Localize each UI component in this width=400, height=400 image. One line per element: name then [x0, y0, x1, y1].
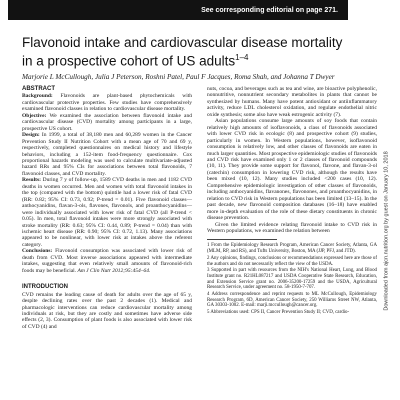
editorial-note: See corresponding editorial on page 271.	[201, 6, 338, 14]
right-column	[207, 86, 377, 317]
introduction-text: CVD remains the leading cause of death for adults over the age of 65 y, despite declining rates over the past 2 decades (1). Medical and pharmacologic interventions can reduce cardiovascular mortality among individuals at risk, but they are costly and sometimes have adverse side effects (2, 3). Consumption of plant foods is also associated with lower risk of CVD (4) and	[22, 291, 192, 330]
editorial-banner	[8, 0, 348, 20]
article-title: Flavonoid intake and cardiovascular disease mortality in a prospective cohort of US adults	[22, 35, 343, 69]
background-text: Flavonoids are plant-based phytochemicals with cardiovascular protective properties. Few studies have comprehensively examined flavonoid classes in relation to cardiovascular disease mortality.	[22, 93, 193, 113]
abstract-background	[22, 93, 192, 112]
body-paragraph: nuts, cocoa, and beverages such as tea and wine, are bioactive polyphenolic, nonnutritive, nonnutrient secondary metabolites in plants that cannot be synthesized by humans. Many have potent antioxidant or antiinflammatory activity, reduce LDL cholesterol oxidation, and regulate endothelial nitric oxide synthesis; some also have weak estrogenic activity (7).	[207, 86, 377, 118]
author-list: Marjorie L McCullough, Julia J Peterson, Roshni Patel, Paul F Jacques, Roma Shah, and Johanna T Dwyer	[22, 73, 335, 81]
objective-text: We examined the association between flavonoid intake and cardiovascular disease (CVD) mortality among participants in a large, prospective US cohort.	[22, 112, 192, 132]
body-paragraph: Asian populations consume large amounts of soy foods that contain relatively high amounts of isoflavonoids, a class of flavonoids associated with lower CVD risk in ecologic (8) and prospective cohort (9) studies, particularly in women. In Western populations, however, isoflavonoid consumption is relatively low, and other classes of flavonoids are eaten in much larger quantities. Most prospective epidemiologic studies of flavonoids and CVD risk have examined only 1 or 2 classes of flavonoid compounds (10, 11). They provide some support for flavonol, flavone, and flavan-3-ol (catechin) consumption in lowering CVD risk, although the results have been mixed (10, 12). Many studies included <200 cases (10, 12). Comprehensive epidemiologic investigation of other classes of flavonoids, including anthocyanidins, flavanones, flavonones, and proanthocyanidins, in relation to CVD risk in Western populations has been limited (13–15). In the past decade, new flavonoid composition databases (16–18) have enabled more in-depth evaluation of the role of these dietary constituents in chronic disease prevention.	[207, 118, 377, 222]
footnote: 1 From the Epidemiology Research Program, American Cancer Society, Atlanta, GA (MLM, RP, and RS), and Tufts University, Boston, MA (JJP, PFJ, and JTD).	[207, 243, 377, 255]
article-title-block	[22, 35, 352, 69]
footnote: 3 Supported in part with resources from the NIH's National Heart, Lung, and Blood Institute grant no. R21HL087217 and USDA Cooperative State Research, Education, and Extension Service grant no. 2006-35200-17259 and the USDA, Agricultural Research Service, under agreement no. 58-1950-7-707.	[207, 268, 377, 291]
footnote: 4 Address correspondence and reprint requests to ML McCullough, Epidemiology Research Program, 6D, American Cancer Society, 250 Williams Street NW, Atlanta, GA 30303-1002. E-mail: marji.mccullough@cancer.org.	[207, 292, 377, 309]
conclusions-label: Conclusions:	[22, 248, 53, 255]
title-footnote-marker: 1–4	[235, 53, 249, 62]
objective-label: Objective:	[22, 112, 47, 119]
footnote: 5 Abbreviations used: CPS II, Cancer Prevention Study II; CVD, cardio-	[207, 310, 350, 316]
design-label: Design:	[22, 132, 40, 139]
footnote: 2 Any opinions, findings, conclusions or recommendations expressed here are those of the authors and do not necessarily reflect the view of the USDA.	[207, 255, 377, 267]
abstract-results	[22, 177, 192, 248]
abstract-objective	[22, 113, 192, 132]
conclusions-text: Flavonoid consumption was associated with lower risk of death from CVD. Most inverse associations appeared with intermediate intakes, suggesting that even relatively small amounts of flavonoid-rich foods may be beneficial.	[22, 248, 192, 274]
abstract-design	[22, 132, 192, 177]
journal-citation: Am J Clin Nutr 2012;95:454–64.	[77, 267, 151, 274]
footnote-divider	[207, 239, 277, 240]
introduction-heading: INTRODUCTION	[22, 284, 68, 291]
left-column	[22, 86, 192, 330]
abstract-heading: ABSTRACT	[22, 86, 55, 92]
abstract-conclusions	[22, 248, 192, 274]
results-text: During 7 y of follow-up, 1589 CVD deaths in men and 1182 CVD deaths in women occurred. Men and women with total flavonoid intakes in the top (compared with the bottom) quintile had a lower risk of fatal CVD (RR: 0.82; 95% CI: 0.73, 0.92; P-trend = 0.01). Five flavonoid classes—anthocyanidins, flavan-3-ols, flavones, flavonols, and proanthocyanidins—were individually associated with lower risk of fatal CVD (all P-trend < 0.05). In men, total flavonoid intakes were more strongly associated with stroke mortality (RR: 0.63; 95% CI: 0.44, 0.89; P-trend = 0.04) than with ischemic heart disease (RR: 0.90; 95% CI: 0.72, 1.13). Many associations appeared to be nonlinear, with lower risk at intakes above the referent category.	[22, 177, 193, 248]
results-label: Results:	[22, 177, 41, 184]
footnotes	[207, 243, 377, 315]
download-watermark	[382, 86, 392, 376]
design-text: In 1999, a total of 38,180 men and 60,289 women in the Cancer Prevention Study II Nutrition Cohort with a mean age of 70 and 69 y, respectively, completed questionnaires on medical history and lifestyle behaviors, including a 152-item food-frequency questionnaire. Cox proportional hazards modeling was used to calculate multivariate-adjusted hazard RRs and 95% CIs for associations between total flavonoids, 7 flavonoid classes, and CVD mortality.	[22, 132, 193, 177]
body-paragraph: Given the limited evidence relating flavonoid intake to CVD risk in Western populations, we examined the relation between	[207, 221, 377, 234]
background-label: Background:	[22, 93, 53, 100]
download-watermark-text: Downloaded from ajcn.nutrition.org by guest on January 10, 2018	[384, 151, 391, 311]
